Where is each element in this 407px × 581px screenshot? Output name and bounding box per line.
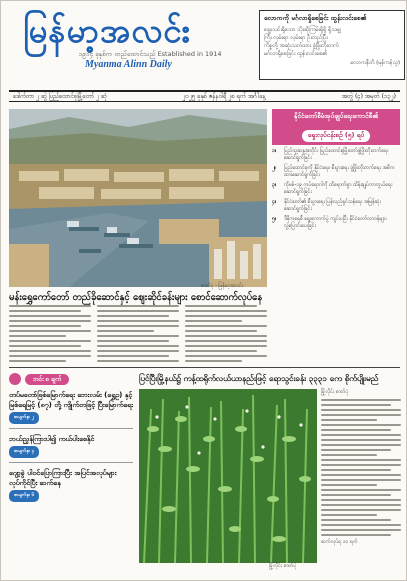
story-separator (9, 428, 133, 429)
inside-tag-row (9, 373, 133, 385)
proverb-box (259, 10, 405, 80)
objective-text: ဒီမိုကရေစီ ရွေးကောက်ပွဲ ကျင်းပပြီး နိုင်ငံတော်တာဝန်များ လွှဲပြောင်းပေးခြင်း (284, 216, 387, 229)
objective-number: ၁။ (272, 148, 277, 154)
objective-item (272, 165, 400, 179)
proverb-source: လောကနီတိ (မှန်ကန်သူ) (350, 60, 400, 66)
lead-photo[interactable] (9, 109, 267, 287)
inside-story-text: ဂျော့ခွဲ ပါဝင်ပြောကြားပြီး အပြင်အလုပ်များ လုပ်ကိုင်ပြီး ဆက်နေ (9, 469, 117, 487)
inside-tag: ဘဝ်း ၈ ချက် (25, 374, 69, 385)
proverb-line: ကြီး လှမ်းရာ လှမ်းရာ ဦးတည်ပြီး (264, 35, 328, 41)
objective-number: ၂။ (272, 165, 276, 171)
objective-item (272, 182, 400, 196)
objective-text: ပြည်ထောင်စုကို နိုင်ငံရေး၊ စီးပွားရေး ဖွံ့ဖြိုးတိုးတက်ရေး အဓိကထားဆောင်ရွက်ခြင်း (284, 165, 395, 178)
proverb-line: ကိစ္စတို့ အဆုံးသတ်ထား ဖွံ့ဖြိုးတိုးတက် (264, 43, 339, 49)
inside-story[interactable] (9, 390, 133, 424)
objectives-column (272, 109, 400, 347)
objective-number: ၄။ (272, 199, 277, 205)
section-divider (9, 367, 400, 368)
proverb-line: မင်္ဂလာရှိစေခြင်း ထွန်းလင်းစေ၏ (264, 51, 328, 57)
lead-headline[interactable]: မန်းရွှေကော်တော် တည်ခိုဆောင်နှင့် ဈေးဆိုင်ခန်းများ စောင်ဆောက်လုပ်နေ (9, 292, 263, 303)
page-reference[interactable]: စာမျက်နှာ ၆ (9, 490, 39, 502)
objective-text: နိုင်ငံတော်၏ စီးပွားရေး ပြန်လည်ရှင်သန်ရေး အမြန်ဆုံးဆောင်ရွက်ခြင်း (284, 199, 381, 212)
second-headline[interactable]: ပြင်ပြီးမြို့နယ်၌ ကန့်ထရိုက်လယ်ယာနည်းဖြင့် ရောသွင်းခန်း ၃၃၃၁ ကေ စိုက်ပျိုးမည် (139, 374, 379, 383)
objective-item (272, 199, 400, 213)
bullet-icon (9, 373, 21, 385)
photo-credit: ဓာတ်ပုံ - မြန်မာ့အလင်း (201, 283, 244, 289)
dateline-location: ဒေါက်တာ ၂ ဆွဲ ပြည်ထောင်စုမြို့တော် ၂ ဆုံ (13, 93, 107, 100)
objectives-tag: ရှေးလုပ်ငန်းစဉ် (၅) ရပ် (302, 130, 370, 142)
objective-number: ၃။ (272, 182, 277, 188)
dateline-date: ၂၀၂၅ ခုနှစ် ဇန်နဝါရီ ၂၈ ရက် အင်္ဂါနေ့ (182, 93, 266, 100)
inside-story[interactable] (9, 468, 133, 502)
english-name: Myanma Alinn Daily (85, 59, 172, 70)
inside-stories-column (9, 373, 133, 573)
waterfront-market-image (9, 109, 267, 287)
objectives-header (272, 109, 400, 145)
inside-story-text: ဘယ်ညွှန်ကြားပါ၍ ကယ်ပါးစေနိုင် (9, 435, 95, 443)
lead-story-body (9, 305, 267, 363)
story-continued: ဆက်လုပ်ရ ၁၀ ရက် (321, 539, 358, 545)
objective-item (272, 216, 400, 230)
proverb-title: လောကကို မင်္ဂလာရှိစေခြင်း ထွန်းလင်းစေ၏ (264, 14, 367, 22)
inside-story[interactable] (9, 434, 133, 458)
story-byline: မြို့လိုင်း ဓာတ်ပုံ (321, 389, 349, 395)
proverb-line: ချွေးသင်းရှိသော သိုးဆိုကြမ်းရှိရှိ ရှိသမျှ (264, 27, 341, 33)
body-column (9, 305, 91, 363)
body-column (97, 305, 179, 363)
logo-text: မြန်မာ့အလင်း (23, 11, 191, 50)
objective-number: ၅။ (272, 216, 277, 222)
green-field-image (139, 389, 317, 563)
dateline-issue: အတွဲ (၄) အမှတ် (၁၃၂) (341, 93, 396, 100)
dateline-bar (9, 90, 400, 102)
objective-item (272, 148, 400, 162)
field-photo[interactable] (139, 389, 317, 563)
objectives-title: နိုင်ငံတော်စီမံအုပ်ချုပ်ရေးကောင်စီ၏ (294, 112, 378, 120)
page-reference[interactable]: စာမျက်နှာ ၂ (9, 412, 39, 424)
second-story-body (321, 389, 401, 565)
established-line: ၁၉၁၄ ခုနှစ်က တည်ထောင်သည် Established in 1914 (78, 50, 222, 58)
newspaper-logo[interactable] (23, 10, 249, 68)
inside-story-text: တပ်မတော်ဖြစ်မြောက်ရေး ဘေးလမ်း (ရွှေဥ) နှင့် မြစ်ရေမြင့် (၈၇) တို့ ကျိုက်တဖြင့် ပြီးမြောက်ရေး (9, 391, 133, 409)
objective-text: ပြည်သူ့ဆန္ဒအတိုင်း ပြည်ထောင်စုမြို့တော်ဖွံ့ဖြိုးတိုးတက်ရေး ဆောင်ရွက်ခြင်း (284, 148, 389, 161)
objective-text: ကိုဗစ်-၁၉ ကပ်ရောဂါကို ထိရောက်စွာ ထိန်းချုပ်ကာကွယ်ရေး ဆောင်ရွက်ခြင်း (284, 182, 393, 195)
page-reference[interactable]: စာမျက်နှာ ၄ (9, 446, 39, 458)
masthead (9, 8, 400, 90)
body-column (185, 305, 267, 363)
story-separator (9, 462, 133, 463)
field-photo-credit: မြို့လိုင်း ဓာတ်ပုံ (269, 563, 297, 569)
